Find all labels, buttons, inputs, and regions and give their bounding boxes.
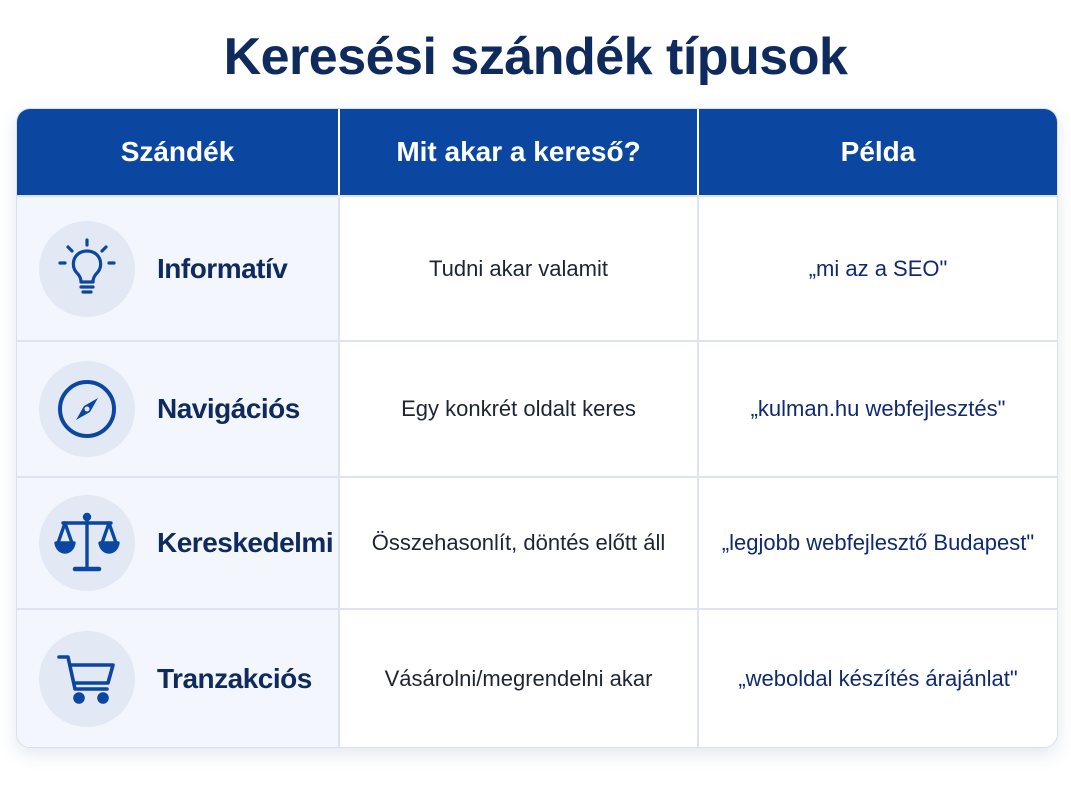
example-cell: „weboldal készítés árajánlat" (738, 665, 1018, 691)
column-header-intent: Szándék (17, 109, 340, 195)
table-row (17, 195, 1057, 340)
intent-cell (17, 610, 340, 747)
example-cell: „kulman.hu webfejlesztés" (750, 396, 1006, 421)
intent-cell (17, 342, 340, 476)
intent-label: Kereskedelmi (157, 527, 334, 558)
intent-label: Navigációs (157, 393, 300, 424)
column-header-example: Példa (840, 136, 916, 167)
icon-circle (39, 495, 135, 591)
table-row (17, 340, 1057, 476)
want-cell: Tudni akar valamit (340, 197, 699, 340)
table-header-row (17, 109, 1057, 195)
intent-label: Tranzakciós (157, 662, 312, 694)
page-title: Keresési szándék típusok (223, 28, 848, 86)
want-cell: Vásárolni/megrendelni akar (340, 610, 699, 747)
table-row (17, 608, 1057, 747)
intent-table (16, 108, 1058, 748)
intent-cell (17, 197, 340, 340)
lightbulb-icon (55, 237, 119, 301)
table-row (17, 476, 1057, 608)
icon-circle (39, 361, 135, 457)
icon-circle (39, 221, 135, 317)
scales-icon (53, 509, 121, 577)
icon-circle (39, 631, 135, 727)
compass-icon (54, 376, 120, 442)
example-cell: „mi az a SEO" (808, 255, 948, 281)
intent-label: Informatív (157, 252, 288, 284)
example-cell: „legjobb webfejlesztő Budapest" (721, 530, 1035, 555)
want-cell: Összehasonlít, döntés előtt áll (340, 478, 699, 608)
shopping-cart-icon (55, 647, 119, 711)
want-cell: Egy konkrét oldalt keres (340, 342, 699, 476)
intent-cell (17, 478, 340, 608)
column-header-want: Mit akar a kereső? (340, 109, 699, 195)
